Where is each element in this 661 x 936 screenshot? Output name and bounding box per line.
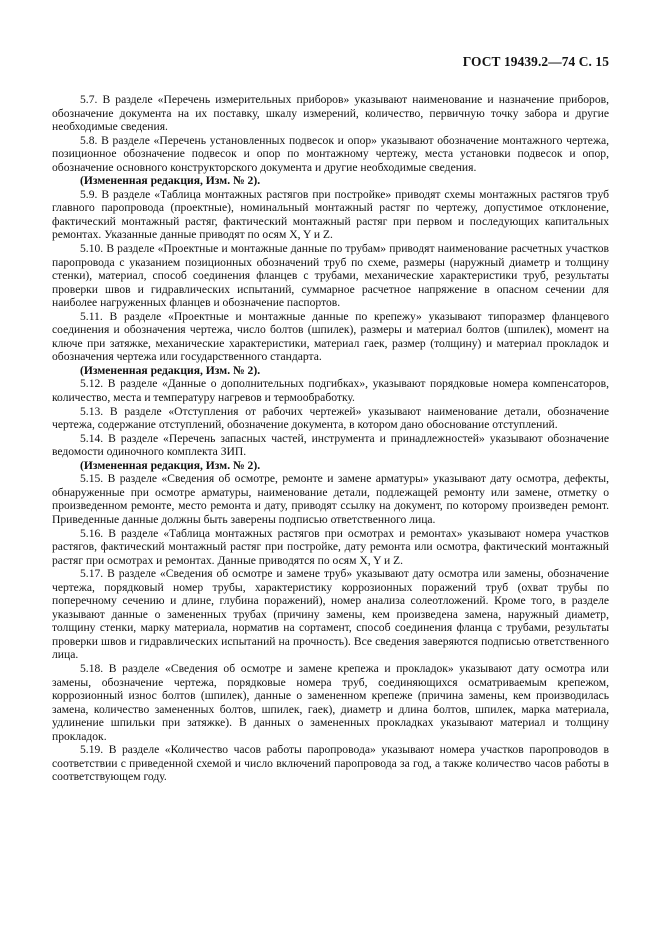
paragraph-5-8: 5.8. В разделе «Перечень установленных подвесок и опор» указывают обозначение монтажного чертежа, позиционное обозначение подвесок и опор по монтажному чертежу, места установки подвесок и опор, обозначение основного конструкторского документа и другие необходимые сведения. <box>52 133 609 174</box>
paragraph-5-18: 5.18. В разделе «Сведения об осмотре и замене крепежа и прокладок» указывают дату осмотра или замены, обозначение чертежа, порядковые номера труб, соединяющихся осматриваемым крепежом, коррозионный износ болтов (шпилек), данные о замененном крепеже (причина замены, кем производилась замена, количество замененных болтов, шпилек, гаек), диаметр и длина болтов, шпилек, марка материала, удлинение шпильки при затяжке). В данных о замененных прокладках указывают материал и толщину прокладок. <box>52 661 609 743</box>
document-body <box>52 93 609 784</box>
paragraph-5-12: 5.12. В разделе «Данные о дополнительных подгибках», указывают порядковые номера компенсаторов, количество, места и температуру нагревов и термообработку. <box>52 377 609 405</box>
paragraph-5-13: 5.13. В разделе «Отступления от рабочих чертежей» указывают наименование детали, обозначение чертежа, содержание отступлений, обозначение документа, в котором дано обоснование отступлений. <box>52 404 609 432</box>
revision-note: (Измененная редакция, Изм. № 2). <box>80 458 261 472</box>
paragraph-5-10: 5.10. В разделе «Проектные и монтажные данные по трубам» приводят наименование расчетных участков паропровода с указанием позиционных обозначений труб по схеме, размеры (наружный диаметр и толщину стенки), материал, способ соединения фланцев с трубами, механические характеристики труб, результаты проверки швов и гидравлических испытаний, суммарное расчетное напряжение в опасном сечении для наиболее нагруженных фланцев и обозначение паспортов. <box>52 242 609 310</box>
revision-note: (Измененная редакция, Изм. № 2). <box>80 174 261 188</box>
paragraph-5-16: 5.16. В разделе «Таблица монтажных растягов при осмотрах и ремонтах» указывают номера участков растягов, фактический монтажный растяг при постройке, дату ремонта или осмотра, фактический монтажный растяг при осмотрах и ремонтах. Данные приводятся по осям X, Y и Z. <box>52 526 609 567</box>
page-header: ГОСТ 19439.2—74 С. 15 <box>462 54 609 69</box>
paragraph-5-14: 5.14. В разделе «Перечень запасных частей, инструмента и принадлежностей» указывают обозначение ведомости одиночного комплекта ЗИП. <box>52 431 609 459</box>
paragraph-5-17: 5.17. В разделе «Сведения об осмотре и замене труб» указывают дату осмотра или замены, обозначение чертежа, порядковый номер трубы, характеристику коррозионных поражений труб (охват трубы по поперечному сечению и длине, глубина поражений), номер анализа солеотложений. Кроме того, в разделе указывают данные о замененных трубах (причину замены, кем произведена замена, наружный диаметр, толщину стенки, марку материала, норматив на сортамент, способ соединения фланца с трубами, результаты проверки швов и гидравлических испытаний на прочность). Все сведения заверяются подписью ответственного лица. <box>52 567 609 662</box>
paragraph-5-9: 5.9. В разделе «Таблица монтажных растягов при постройке» приводят схемы монтажных растягов труб главного паропровода (проектные), номинальный монтажный растяг по чертежу, допустимое отклонение, фактический монтажный растяг, фактический монтажный растяг при первом и последующих капитальных ремонтах. Указанные данные приводят по осям X, Y и Z. <box>52 187 609 242</box>
paragraph-5-19: 5.19. В разделе «Количество часов работы паропровода» указывают номера участков паропроводов в соответствии с приведенной схемой и число включений паропровода за год, а также количество часов работы в соответствующем году. <box>52 743 609 784</box>
revision-note: (Измененная редакция, Изм. № 2). <box>80 363 261 377</box>
paragraph-5-15: 5.15. В разделе «Сведения об осмотре, ремонте и замене арматуры» указывают дату осмотра, дефекты, обнаруженные при осмотре арматуры, наименование детали, подлежащей ремонту или замене, отметку о произведенном ремонте, место ремонта и дату, приводят ссылку на документ, по которому произведен ремонт. Приведенные данные должны быть заверены подписью ответственного лица. <box>52 472 609 526</box>
paragraph-5-7: 5.7. В разделе «Перечень измерительных приборов» указывают наименование и назначение приборов, обозначение документа на их поставку, шкалу измерений, количество, первичную точку забора и другие необходимые сведения. <box>52 93 609 134</box>
paragraph-5-11: 5.11. В разделе «Проектные и монтажные данные по крепежу» указывают типоразмер фланцевого соединения и обозначения чертежа, число болтов (шпилек), размеры и материал болтов (шпилек), момент на ключе при затяжке, механические характеристики, материал гаек, размер (толщину) и материал прокладок и обозначения чертежа или государственного стандарта. <box>52 309 609 364</box>
